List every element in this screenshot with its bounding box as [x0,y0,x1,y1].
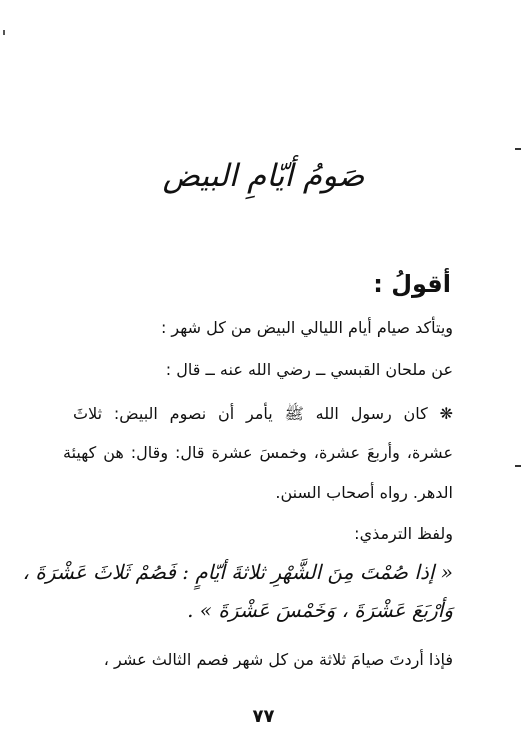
quote-line-2: وَأرْبَعَ عَشْرَةَ ، وَخَمْسَ عَشْرَةَ » . [187,598,453,622]
tirmidhi-intro: ولفظ الترمذي: [354,524,453,543]
hadith-line-3: الدهر. رواه أصحاب السنن. [275,483,453,502]
section-heading: أقولُ : [373,270,451,298]
closing-line: فإذا أردتَ صيامَ ثلاثة من كل شهر فصم الثالث عشر ، [103,650,453,669]
body-line-2: عن ملحان القبسي ــ رضي الله عنه ــ قال : [165,360,453,379]
chapter-title: صَومُ أيّامِ البيض [162,158,365,194]
quote-line-1: « إذا صُمْتَ مِنَ الشَّهْرِ ثلاثةَ أيّامٍ : فَصُمْ ثَلاثَ عَشْرَةَ ، [22,560,453,584]
scan-edge-mark [3,30,5,35]
page-number: ٧٧ [252,706,275,727]
margin-dash [515,465,521,467]
hadith-line-2: عشرة، وأربعَ عشرة، وخمسَ عشرة قال: وقال: هن كهيئة [63,443,453,462]
hadith-line-1: ❋ كان رسول الله ﷺ يأمر أن نصوم البيض: ثلاثَ [73,404,453,423]
body-line-1: ويتأكد صيام أيام الليالي البيض من كل شهر : [160,318,453,337]
margin-dash [515,148,521,150]
